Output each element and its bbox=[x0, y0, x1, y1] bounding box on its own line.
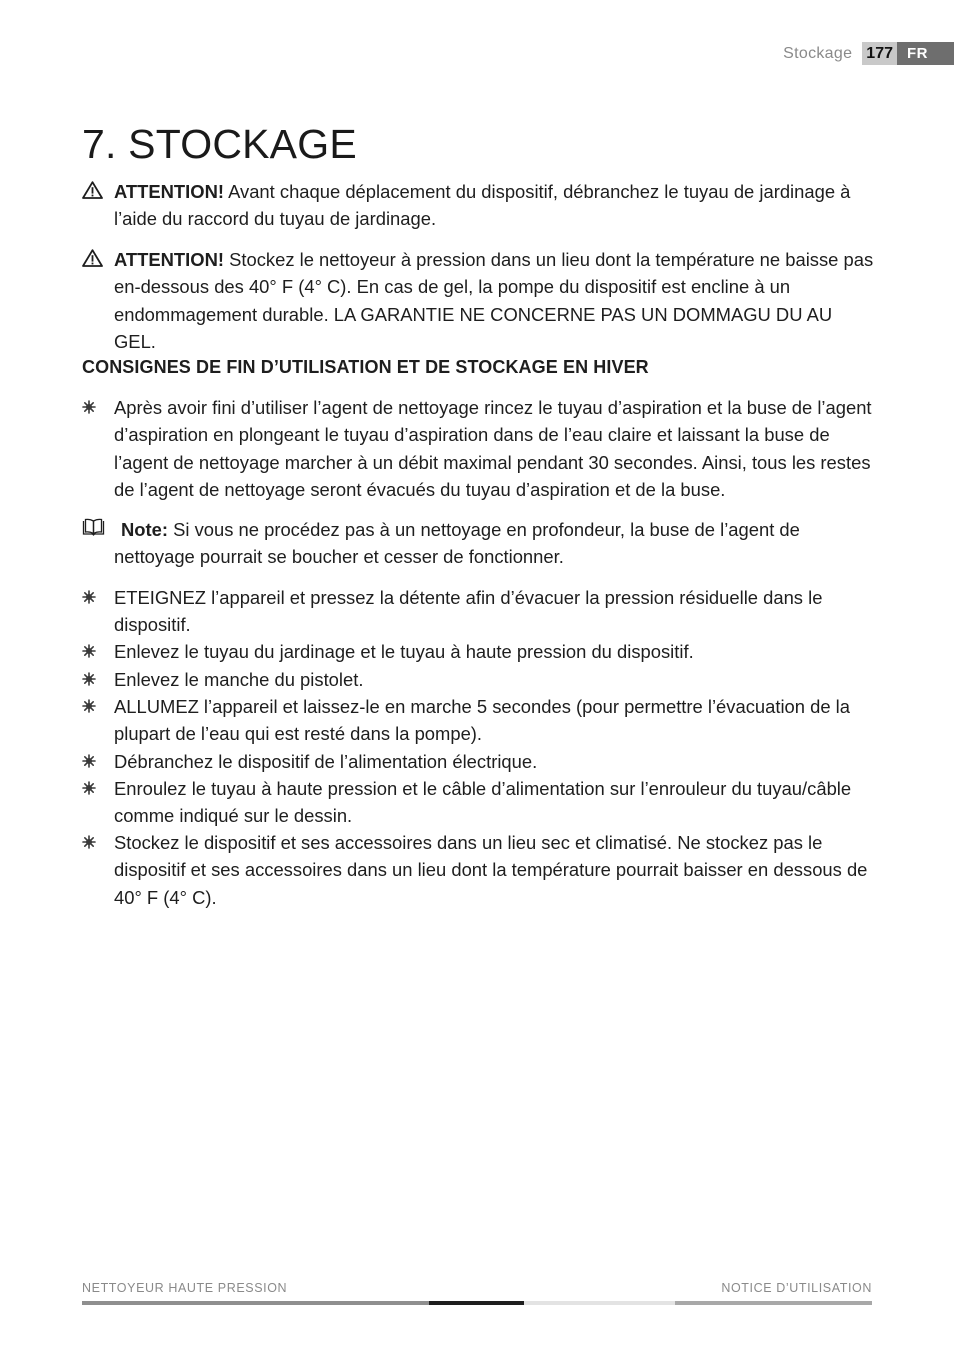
sunburst-bullet-icon bbox=[82, 781, 96, 795]
warning-triangle-icon bbox=[82, 181, 103, 199]
list-item-text: Enlevez le manche du pistolet. bbox=[114, 669, 364, 690]
header-section-name: Stockage bbox=[783, 45, 853, 62]
sunburst-bullet-icon bbox=[82, 672, 96, 686]
footer-document-type: NOTICE D’UTILISATION bbox=[721, 1281, 872, 1295]
list-item-text: ALLUMEZ l’appareil et laissez-le en marche 5 secondes (pour permettre l’évacuation de la plupart de l’eau qui est resté dans la pompe). bbox=[114, 696, 850, 745]
list-item-text: Enroulez le tuyau à haute pression et le câble d’alimentation sur l’enrouleur du tuyau/câble comme indiqué sur le dessin. bbox=[114, 778, 852, 827]
page-title: 7. STOCKAGE bbox=[82, 121, 357, 167]
sunburst-bullet-icon bbox=[82, 644, 96, 658]
note-text: Si vous ne procédez pas à un nettoyage en profondeur, la buse de l’agent de nettoyage pourrait se boucher et cesser de fonctionner. bbox=[114, 519, 800, 568]
page-header bbox=[783, 42, 954, 65]
sunburst-bullet-icon bbox=[82, 590, 96, 604]
warning-text: Avant chaque déplacement du dispositif, débranchez le tuyau de jardinage à l’aide du raccord du tuyau de jardinage. bbox=[114, 181, 851, 230]
list-item-text: Stockez le dispositif et ses accessoires dans un lieu sec et climatisé. Ne stockez pas le dispositif et ses accessoires dans un lieu dont la température pourrait baisser en dessous de 40° F (4° C). bbox=[114, 832, 868, 908]
sunburst-bullet-icon bbox=[82, 400, 96, 414]
list-item-text: ETEIGNEZ l’appareil et pressez la détente afin d’évacuer la pression résiduelle dans le dispositif. bbox=[114, 587, 823, 636]
warning-triangle-icon bbox=[82, 249, 103, 267]
warning-text: Stockez le nettoyeur à pression dans un lieu dont la température ne baisse pas en-dessous des 40° F (4° C). En cas de gel, la pompe du dispositif est encline à un endommagement durable. LA GARANTIE NE CONCERNE PAS UN DOMMAGU DU AU GEL. bbox=[114, 249, 874, 352]
header-page-number: 177 bbox=[862, 42, 897, 65]
footer-product-name: NETTOYEUR HAUTE PRESSION bbox=[82, 1281, 288, 1295]
list-item-text: Enlevez le tuyau du jardinage et le tuyau à haute pression du dispositif. bbox=[114, 641, 694, 662]
section-heading: CONSIGNES DE FIN D’UTILISATION ET DE STOCKAGE EN HIVER bbox=[82, 357, 649, 377]
warning-label: ATTENTION! bbox=[114, 249, 224, 270]
sunburst-bullet-icon bbox=[82, 835, 96, 849]
sunburst-bullet-icon bbox=[82, 754, 96, 768]
header-language-tab: FR bbox=[897, 42, 954, 65]
note-paragraph bbox=[114, 516, 874, 571]
list-item-text: Débranchez le dispositif de l’alimentation électrique. bbox=[114, 751, 538, 772]
note-label: Note: bbox=[121, 519, 168, 540]
sunburst-bullet-icon bbox=[82, 699, 96, 713]
open-book-icon bbox=[82, 518, 105, 536]
warning-label: ATTENTION! bbox=[114, 181, 224, 202]
warning-paragraph bbox=[114, 246, 874, 355]
footer-divider bbox=[82, 1301, 872, 1305]
list-item-text: Après avoir fini d’utiliser l’agent de nettoyage rincez le tuyau d’aspiration et la buse de l’agent d’aspiration en plongeant le tuyau d’aspiration dans de l’eau claire et laissant la buse de l’agent de nettoyage marcher à un débit maximal pendant 30 secondes. Ainsi, tous les restes de l’agent de nettoyage seront évacués du tuyau d’aspiration et de la buse. bbox=[114, 397, 872, 500]
warning-paragraph bbox=[114, 178, 874, 233]
